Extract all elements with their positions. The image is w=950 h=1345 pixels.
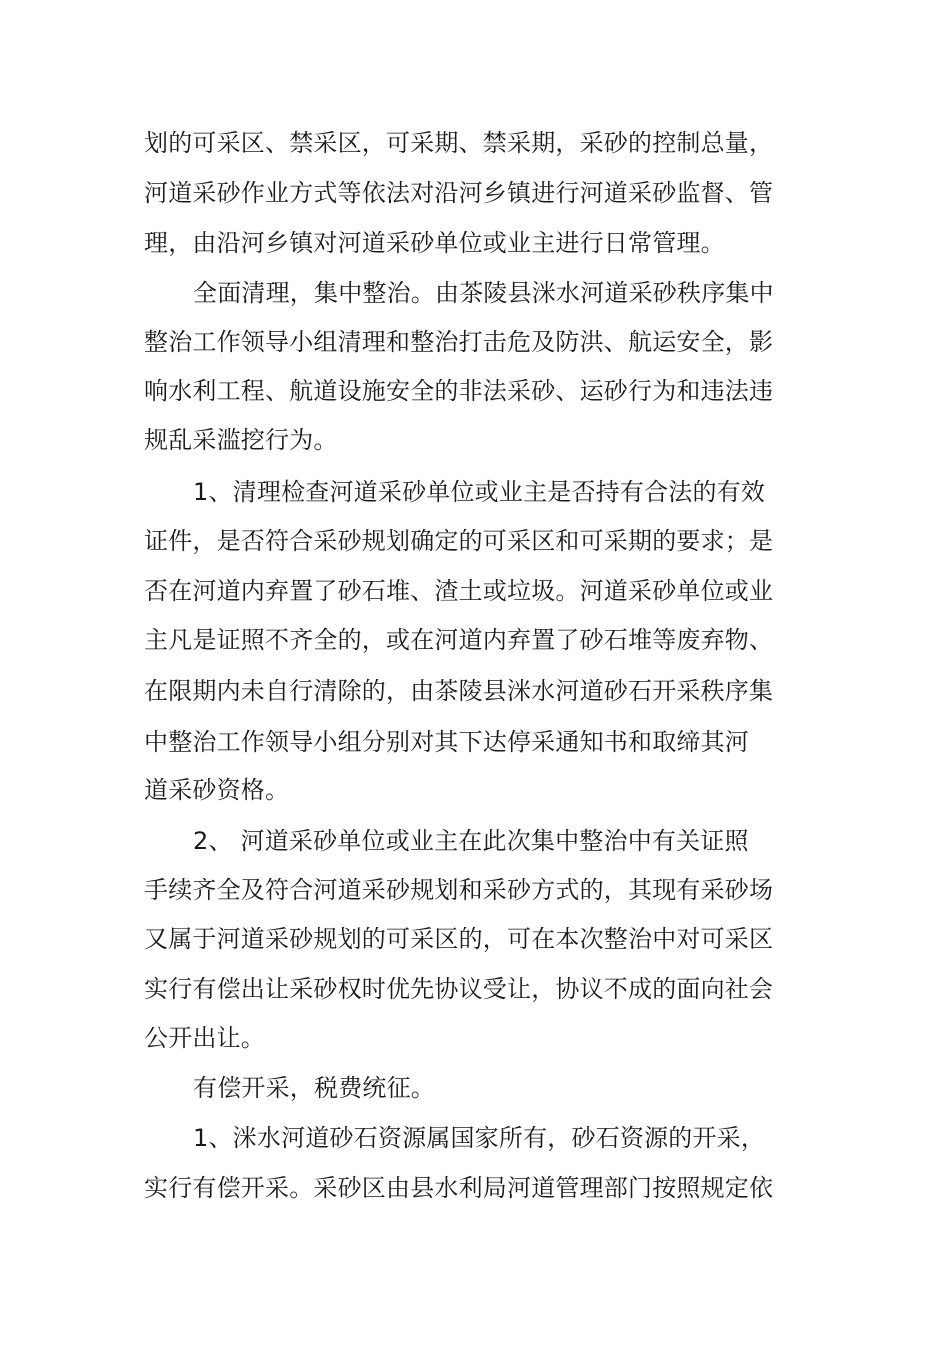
numbered-item: 1、清理检查河道采砂单位或业主是否持有合法的有效 [193,478,766,506]
text-line: 整治工作领导小组清理和整治打击危及防洪、航运安全，影 [144,328,774,356]
numbered-item: 1、洣水河道砂石资源属国家所有，砂石资源的开采， [193,1124,766,1152]
text-line: 道采砂资格。 [144,776,290,804]
text-line: 又属于河道采砂规划的可采区的，可在本次整治中对可采区 [144,925,774,953]
text-line: 手续齐全及符合河道采砂规划和采砂方式的，其现有采砂场 [144,876,774,904]
text-line: 实行有偿出让采砂权时优先协议受让，协议不成的面向社会 [144,975,774,1003]
text-line: 主凡是证照不齐全的，或在河道内弃置了砂石堆等废弃物、 [144,626,774,654]
text-line: 实行有偿开采。采砂区由县水利局河道管理部门按照规定依 [144,1174,774,1202]
text-line: 理，由沿河乡镇对河道采砂单位或业主进行日常管理。 [144,229,725,257]
text-line: 响水利工程、航道设施安全的非法采砂、运砂行为和违法违 [144,377,774,405]
text-line: 规乱采滥挖行为。 [144,426,338,454]
text-line: 中整治工作领导小组分别对其下达停采通知书和取缔其河 [144,728,749,756]
numbered-item: 2、 河道采砂单位或业主在此次集中整治中有关证照 [193,827,749,855]
text-line: 划的可采区、禁采区，可采期、禁采期，采砂的控制总量， [144,129,774,157]
text-line: 在限期内未自行清除的，由茶陵县洣水河道砂石开采秩序集 [144,677,774,705]
text-line: 证件，是否符合采砂规划确定的可采区和可采期的要求；是 [144,527,774,555]
text-line: 河道采砂作业方式等依法对沿河乡镇进行河道采砂监督、管 [144,179,774,207]
paragraph-heading: 有偿开采，税费统征。 [193,1074,435,1102]
text-line: 公开出让。 [144,1024,265,1052]
text-line: 否在河道内弃置了砂石堆、渣土或垃圾。河道采砂单位或业 [144,577,774,605]
paragraph-heading: 全面清理，集中整治。由茶陵县洣水河道采砂秩序集中 [193,279,774,307]
